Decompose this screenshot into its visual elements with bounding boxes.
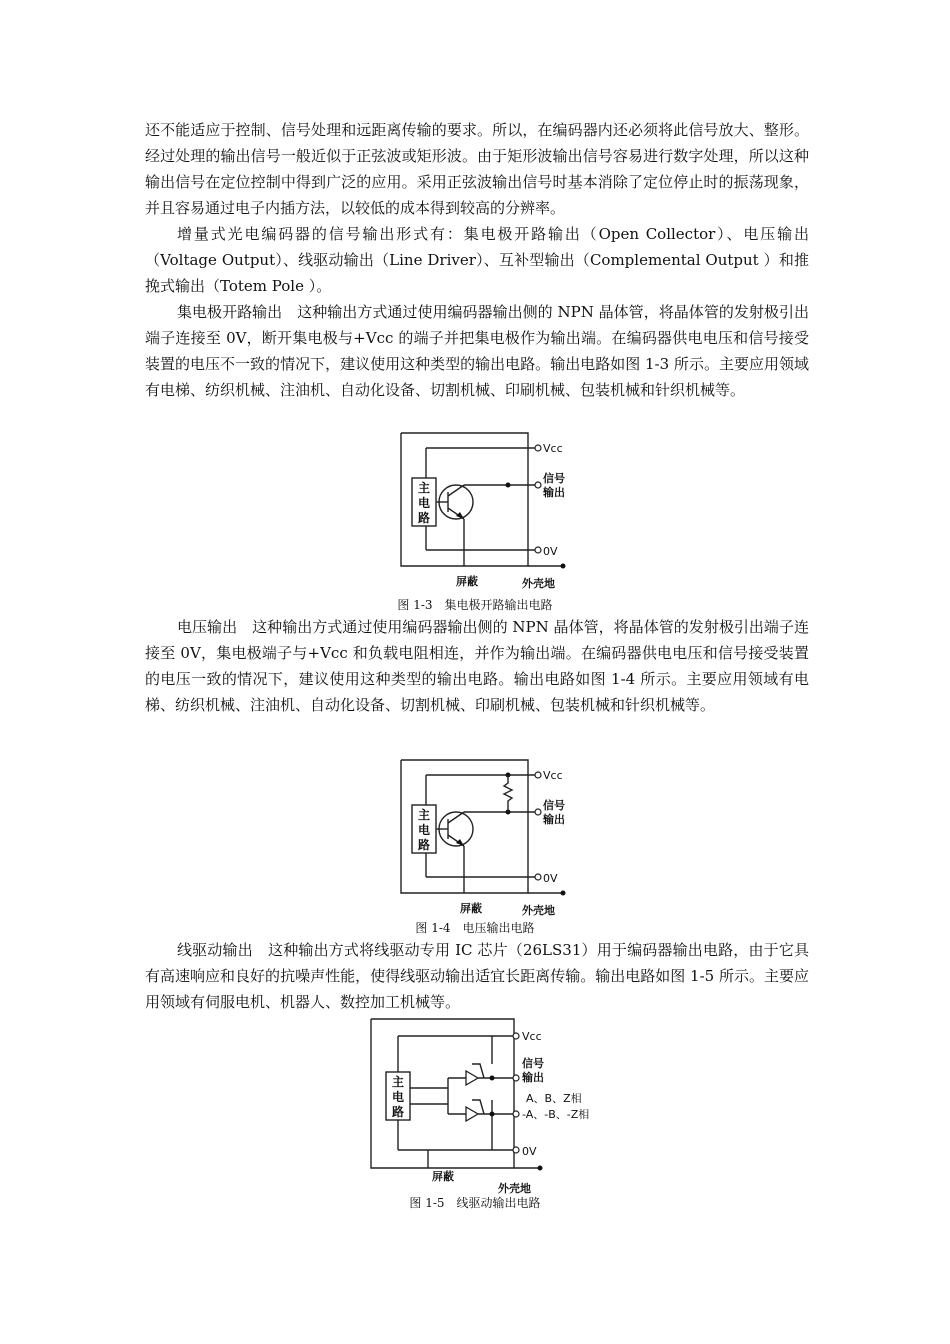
signal-label-1: 信号 bbox=[522, 1057, 544, 1070]
signal-label-1: 信号 bbox=[543, 799, 565, 812]
paragraph-output-forms: 增量式光电编码器的信号输出形式有：集电极开路输出（Open Collector）、电压输出（Voltage Output）、线驱动输出（Line Driver）、互补型输出（Complemental Output ）和推挽式输出（Totem Pole ）。 bbox=[145, 225, 809, 295]
signal-terminal-pos bbox=[513, 1075, 519, 1081]
signal-label-2: 输出 bbox=[543, 486, 565, 499]
load-resistor bbox=[504, 775, 512, 812]
main-circuit-label-3: 路 bbox=[417, 838, 431, 852]
case-ground-label: 外壳地 bbox=[522, 904, 555, 917]
shield-label: 屏蔽 bbox=[456, 575, 478, 588]
circuit-diagram-1-4 bbox=[398, 757, 568, 919]
case-ground-label: 外壳地 bbox=[522, 577, 555, 590]
text-section-top bbox=[145, 117, 809, 403]
paragraph-open-collector: 集电极开路输出 这种输出方式通过使用编码器输出侧的 NPN 晶体管，将晶体管的发射极引出端子连接至 0V，断开集电极与+Vcc 的端子并把集电极作为输出端。在编码器供电电压和信号接受装置的电压不一致的情况下，建议使用这种类型的输出电路。输出电路如图 1-3 所示。主要应用领域有电梯、纺织机械、注油机、自动化设备、切割机械、印刷机械、包装机械和针织机械等。 bbox=[145, 303, 809, 399]
figure-1-4-caption: 图 1-4 电压输出电路 bbox=[415, 921, 535, 935]
signal-terminal bbox=[535, 482, 541, 488]
signal-label-1: 信号 bbox=[543, 472, 565, 485]
main-circuit-label-2: 电 bbox=[417, 496, 431, 510]
phase-pos-label: A、B、Z相 bbox=[526, 1092, 582, 1105]
vcc-label: Vcc bbox=[543, 769, 563, 782]
vcc-terminal bbox=[513, 1033, 519, 1039]
text-section-low bbox=[145, 937, 809, 1015]
figure-1-5-line-driver-circuit bbox=[368, 1016, 608, 1196]
vcc-terminal bbox=[535, 445, 541, 451]
zero-v-terminal bbox=[535, 874, 541, 880]
main-circuit-label-1: 主 bbox=[417, 481, 431, 495]
shield-label: 屏蔽 bbox=[432, 1170, 454, 1183]
circuit-diagram-1-3 bbox=[398, 430, 568, 592]
main-circuit-label-2: 电 bbox=[417, 823, 431, 837]
shield-label: 屏蔽 bbox=[460, 902, 482, 915]
zero-v-label: 0V bbox=[543, 872, 558, 885]
zero-v-terminal bbox=[535, 547, 541, 553]
zero-v-label: 0V bbox=[522, 1145, 537, 1158]
main-circuit-label-3: 路 bbox=[391, 1105, 405, 1119]
line-driver-inverter bbox=[466, 1107, 478, 1121]
vcc-label: Vcc bbox=[522, 1030, 542, 1043]
signal-terminal bbox=[535, 809, 541, 815]
circuit-diagram-1-5 bbox=[368, 1016, 608, 1196]
figure-1-5-caption: 图 1-5 线驱动输出电路 bbox=[409, 1196, 541, 1210]
paragraph-line-driver: 线驱动输出 这种输出方式将线驱动专用 IC 芯片（26LS31）用于编码器输出电路，由于它具有高速响应和良好的抗噪声性能，使得线驱动输出适宜长距离传输。输出电路如图 1-5 所示。主要应用领域有伺服电机、机器人、数控加工机械等。 bbox=[145, 941, 809, 1011]
figure-1-4-voltage-output-circuit bbox=[398, 757, 568, 919]
signal-label-2: 输出 bbox=[543, 813, 565, 826]
paragraph-continuation: 还不能适应于控制、信号处理和远距离传输的要求。所以，在编码器内还必须将此信号放大、整形。经过处理的输出信号一般近似于正弦波或矩形波。由于矩形波输出信号容易进行数字处理，所以这种输出信号在定位控制中得到广泛的应用。采用正弦波输出信号时基本消除了定位停止时的振荡现象，并且容易通过电子内插方法，以较低的成本得到较高的分辨率。 bbox=[145, 121, 809, 217]
main-circuit-label-3: 路 bbox=[417, 511, 431, 525]
signal-terminal-neg bbox=[513, 1111, 519, 1117]
main-circuit-label-2: 电 bbox=[391, 1090, 405, 1104]
signal-label-2: 输出 bbox=[522, 1071, 544, 1084]
zero-v-label: 0V bbox=[543, 545, 558, 558]
text-section-mid bbox=[145, 614, 809, 718]
paragraph-voltage-output: 电压输出 这种输出方式通过使用编码器输出侧的 NPN 晶体管，将晶体管的发射极引出端子连接至 0V，集电极端子与+Vcc 和负载电阻相连，并作为输出端。在编码器供电电压和信号接受装置的电压一致的情况下，建议使用这种类型的输出电路。输出电路如图 1-4 所示。主要应用领域有电梯、纺织机械、注油机、自动化设备、切割机械、印刷机械、包装机械和针织机械等。 bbox=[145, 618, 809, 714]
zero-v-terminal bbox=[513, 1147, 519, 1153]
vcc-terminal bbox=[535, 772, 541, 778]
vcc-label: Vcc bbox=[543, 442, 563, 455]
main-circuit-label-1: 主 bbox=[391, 1075, 405, 1089]
line-driver-buffer bbox=[466, 1071, 478, 1085]
figure-1-3-caption: 图 1-3 集电极开路输出电路 bbox=[397, 598, 553, 612]
main-circuit-label-1: 主 bbox=[417, 808, 431, 822]
phase-neg-label: -A、-B、-Z相 bbox=[522, 1108, 590, 1121]
figure-1-3-open-collector-circuit bbox=[398, 430, 568, 592]
case-ground-label: 外壳地 bbox=[498, 1182, 531, 1195]
